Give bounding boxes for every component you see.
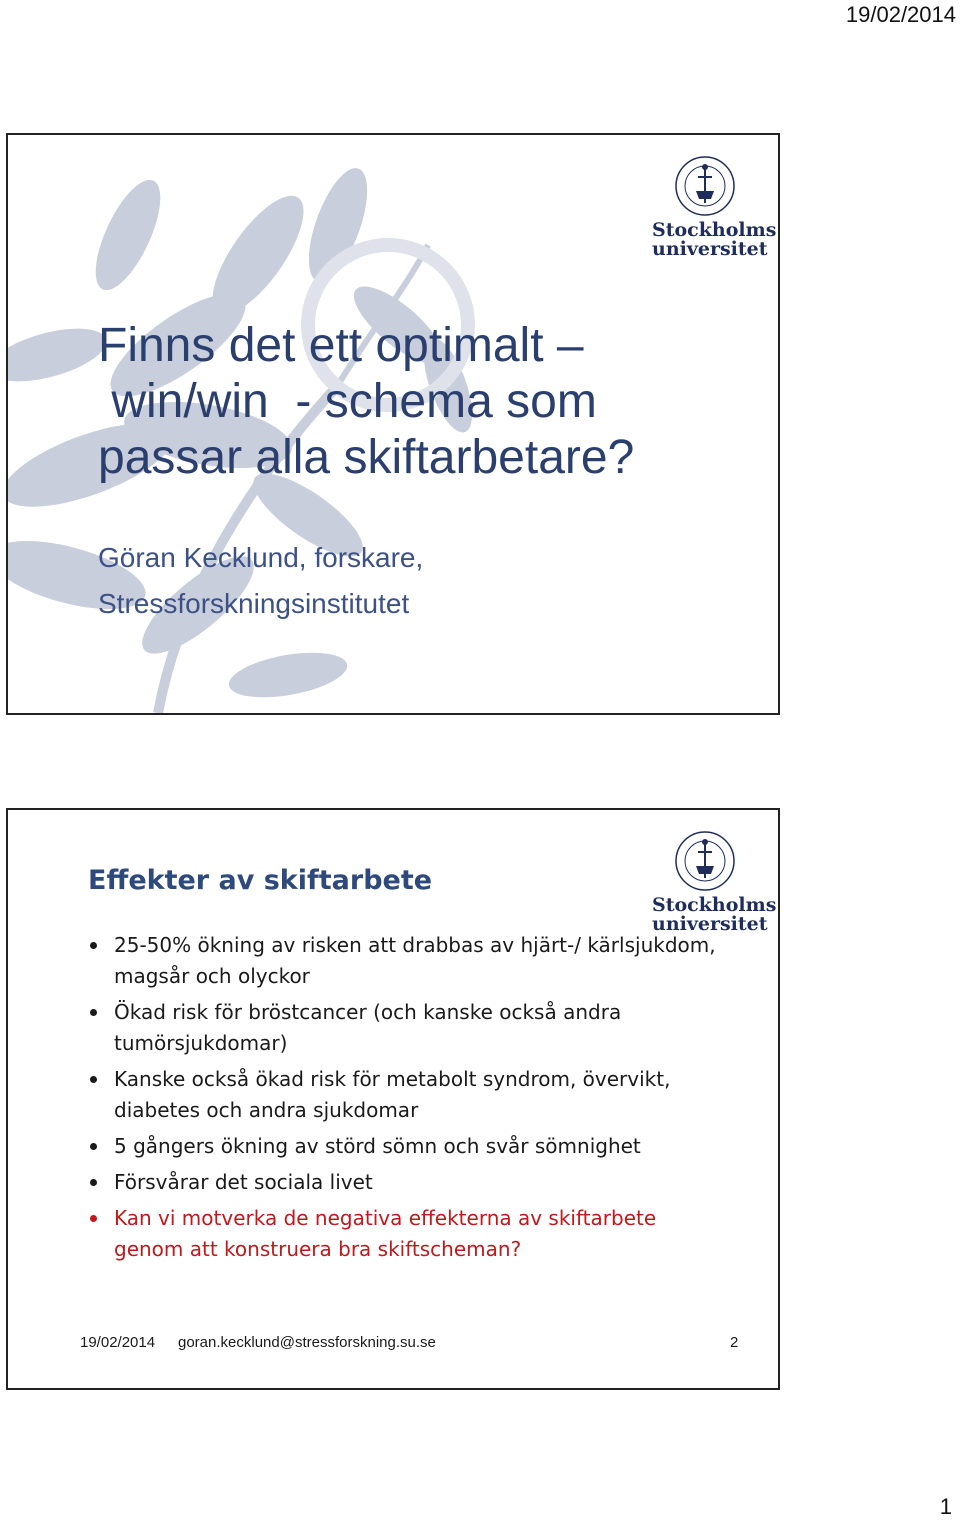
university-seal-icon — [674, 155, 736, 217]
logo-text-universitet: universitet — [652, 913, 768, 935]
footer-date: 19/02/2014 — [80, 1334, 156, 1351]
bullet-item: 25-50% ökning av risken att drabbas av hjärt-/ kärlsjukdom, magsår och olyckor — [86, 930, 726, 992]
footer-email: goran.kecklund@stressforskning.su.se — [178, 1334, 436, 1351]
university-logo — [650, 830, 777, 935]
slide-1 — [6, 133, 780, 715]
slide-1-title — [98, 318, 738, 486]
university-seal-icon — [674, 830, 736, 892]
title-line: passar alla skiftarbetare? — [98, 431, 635, 484]
footer-slide-number: 2 — [730, 1334, 739, 1351]
slide-2-title: Effekter av skiftarbete — [88, 865, 433, 896]
author-name: Göran Kecklund, forskare, — [98, 542, 424, 573]
logo-text-universitet: universitet — [652, 238, 768, 260]
bullet-item: 5 gångers ökning av störd sömn och svår sömnighet — [86, 1131, 726, 1162]
bullet-item: Ökad risk för bröstcancer (och kanske också andra tumörsjukdomar) — [86, 997, 726, 1059]
logo-text-stockholms: Stockholms — [652, 894, 777, 916]
title-line: win/win - schema som — [98, 375, 597, 428]
page-number: 1 — [939, 1494, 952, 1519]
slide-2 — [6, 808, 780, 1390]
university-logo — [650, 155, 777, 260]
author-block — [98, 535, 423, 627]
bullet-item-highlight: Kan vi motverka de negativa effekterna av skiftarbete genom att konstruera bra skiftscheman? — [86, 1203, 726, 1265]
author-institute: Stressforskningsinstitutet — [98, 588, 410, 619]
bullet-item: Kanske också ökad risk för metabolt syndrom, övervikt, diabetes och andra sjukdomar — [86, 1064, 726, 1126]
bullet-item: Försvårar det sociala livet — [86, 1167, 726, 1198]
title-line: Finns det ett optimalt – — [98, 319, 584, 372]
page-date: 19/02/2014 — [845, 2, 956, 27]
effects-bullet-list — [86, 930, 726, 1270]
logo-text-stockholms: Stockholms — [652, 219, 777, 241]
